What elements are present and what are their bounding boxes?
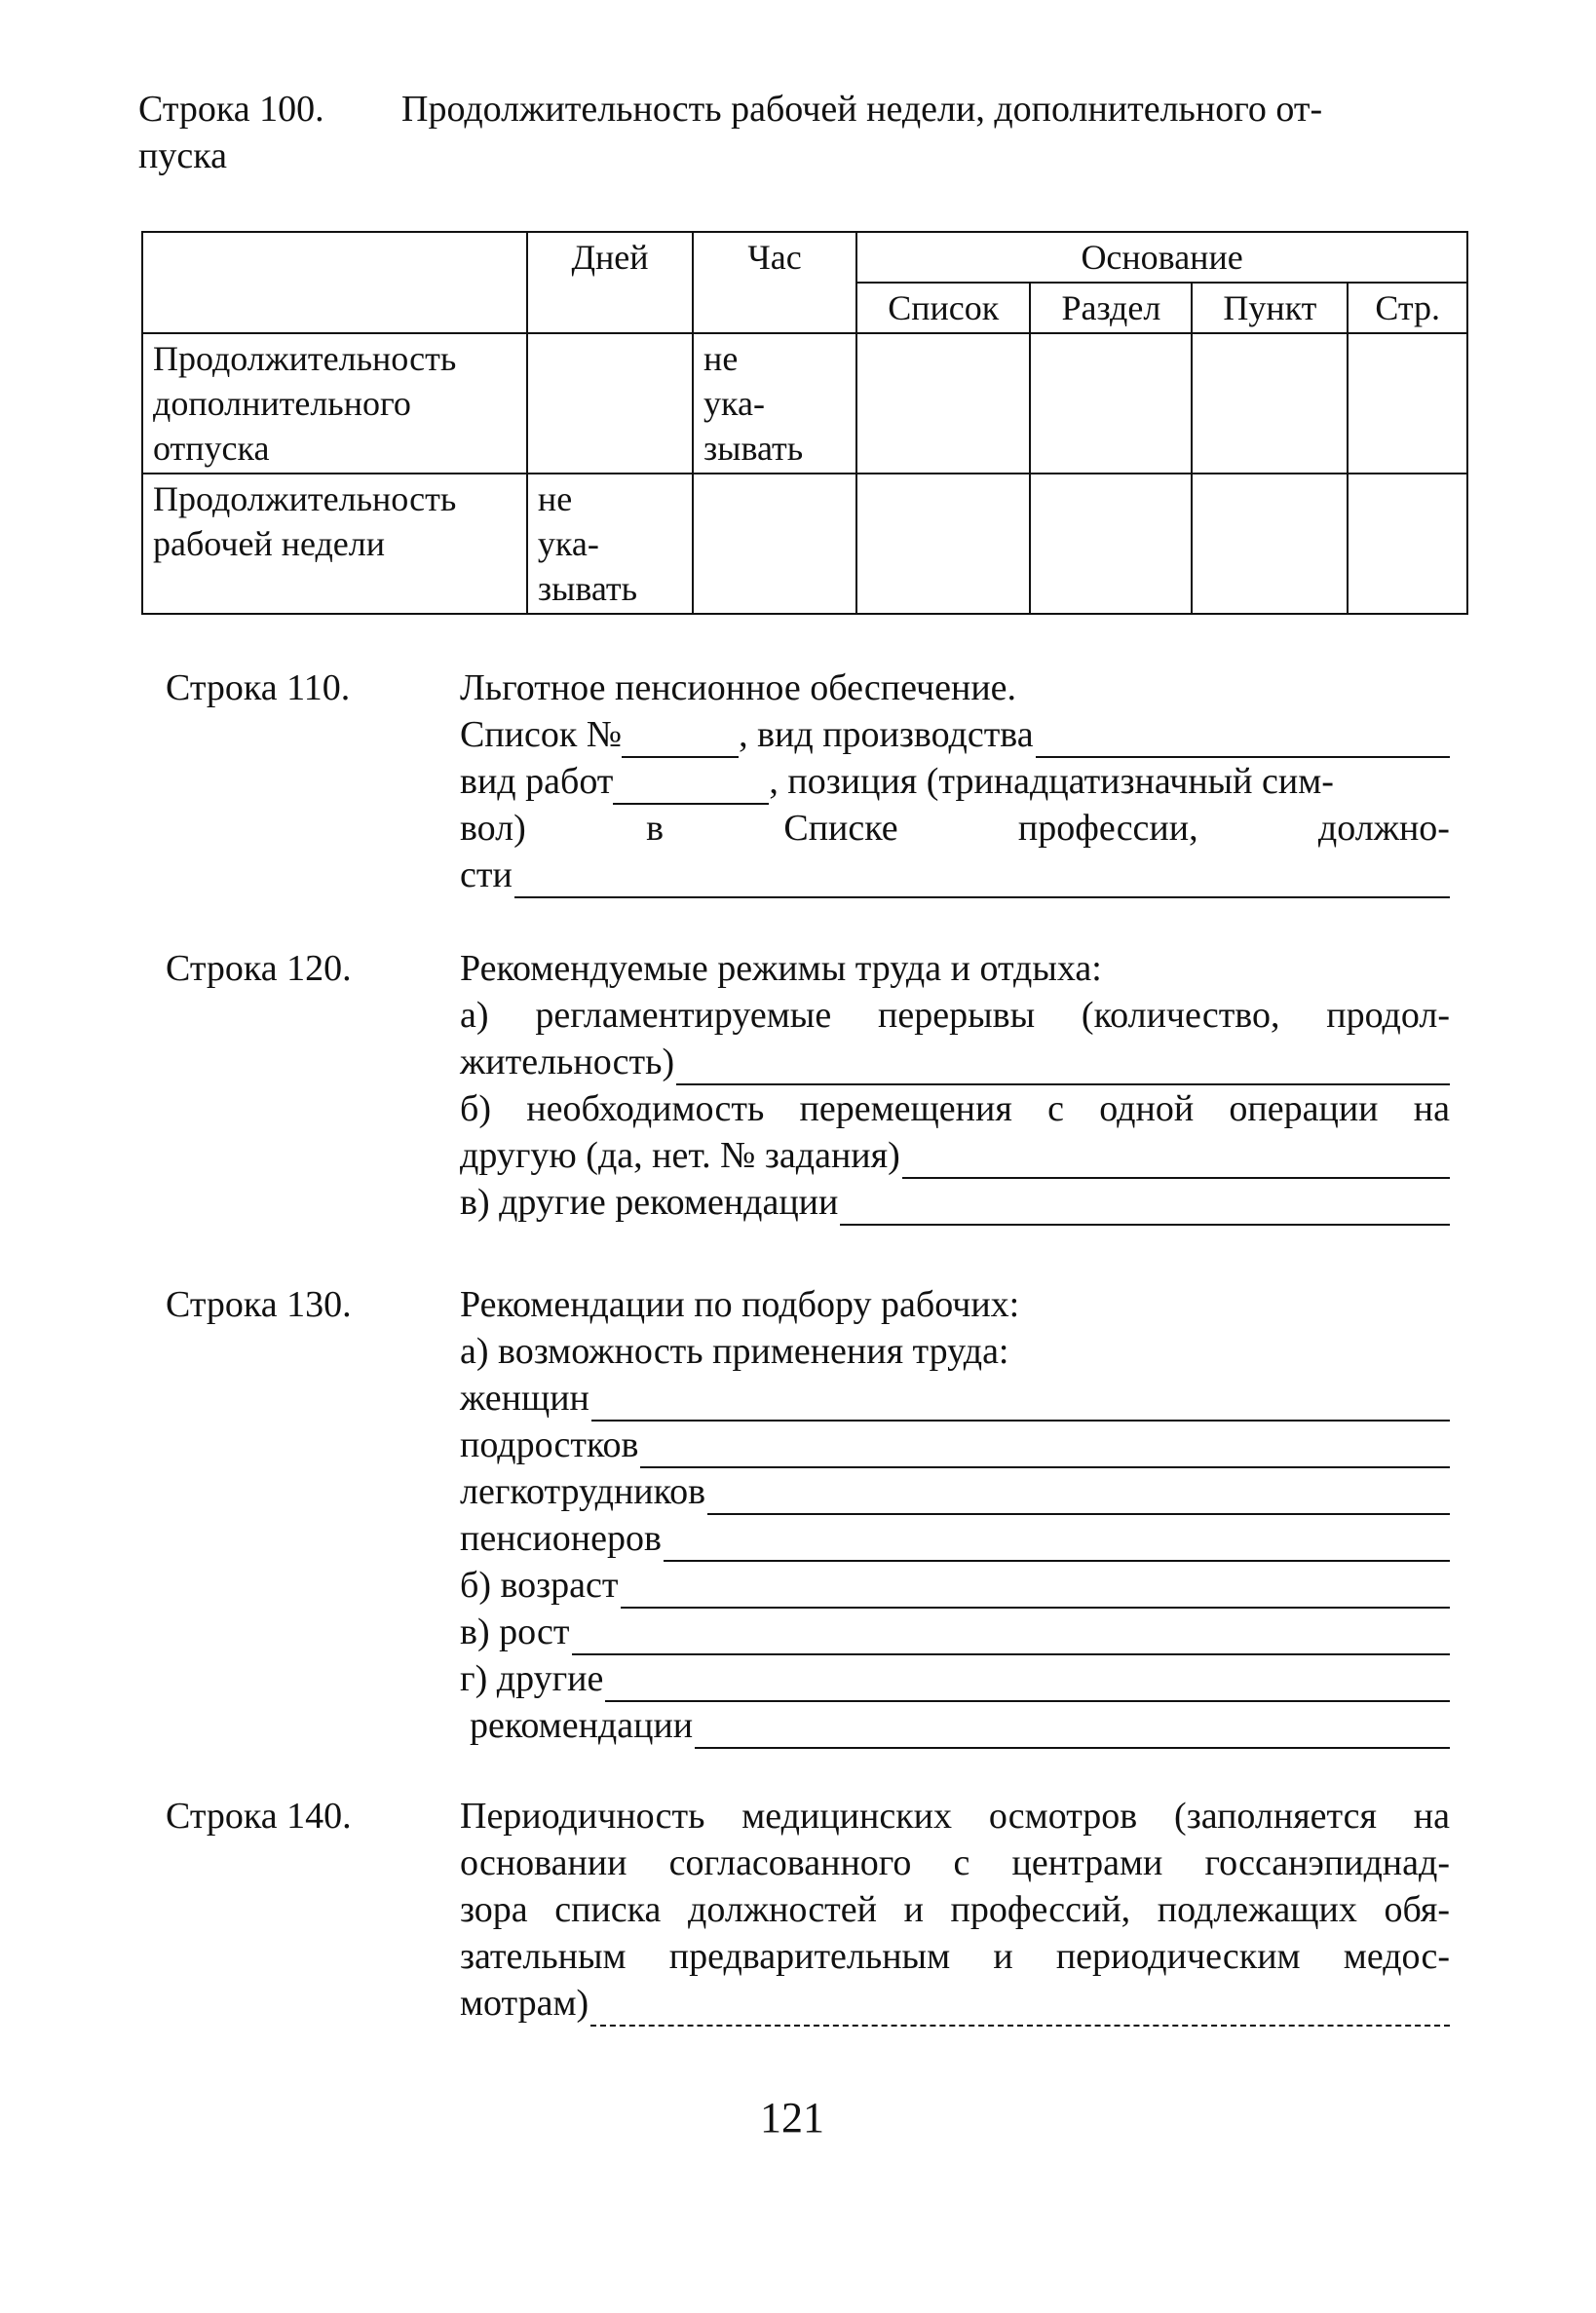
section-110-title: Льготное пенсионное обеспечение. bbox=[460, 667, 1017, 708]
header-section: Раздел bbox=[1030, 283, 1192, 333]
table-row bbox=[142, 333, 1467, 474]
section-120: Строка 120. Рекомендуемые режимы труда и отдыха: а) регламентируемые перерывы (количество, продол- жительность) б) необходимость перемещения с одной операции на другую (да, нет. № задания) в) другие рекомендации bbox=[166, 945, 1450, 1237]
section-110-label: Строка 110. bbox=[166, 667, 351, 708]
row2-list-cell bbox=[856, 474, 1030, 614]
section-120-title: Рекомендуемые режимы труда и отдыха: bbox=[460, 948, 1102, 989]
row2-page-cell bbox=[1348, 474, 1467, 614]
women-field[interactable] bbox=[591, 1390, 1450, 1422]
section-130-label: Строка 130. bbox=[166, 1284, 352, 1325]
light-workers-field[interactable] bbox=[707, 1484, 1450, 1515]
section-140-label: Строка 140. bbox=[166, 1796, 352, 1837]
row2-hour-cell bbox=[693, 474, 856, 614]
section-130-title: Рекомендации по подбору рабочих: bbox=[460, 1284, 1020, 1325]
row1-list-cell bbox=[856, 333, 1030, 474]
section-140: Строка 140. Периодичность медицинских осмотров (заполняется на основании согласованного с центрами госсанэпиднад- зора списка должностей и профессий, подлежащих обя- зательным предварительным и периодическим медос- мотрам) bbox=[166, 1793, 1450, 2036]
header-days: Дней bbox=[527, 232, 693, 333]
row1-name: Продолжительность дополнительного отпуска bbox=[142, 333, 527, 474]
line-100-title-cont: пуска bbox=[138, 135, 227, 176]
recommendations-field[interactable] bbox=[695, 1718, 1450, 1749]
line-100-heading bbox=[138, 86, 1483, 179]
section-120-label: Строка 120. bbox=[166, 948, 352, 989]
breaks-field[interactable] bbox=[676, 1054, 1450, 1085]
age-field[interactable] bbox=[621, 1577, 1450, 1609]
pensioners-field[interactable] bbox=[664, 1531, 1450, 1562]
row1-days-cell bbox=[527, 333, 693, 474]
row1-page-cell bbox=[1348, 333, 1467, 474]
table-header-row bbox=[142, 232, 1467, 283]
position-label: , позиция (тринадцатизначный сим- bbox=[769, 761, 1334, 802]
row1-hour-cell: не ука- зывать bbox=[693, 333, 856, 474]
row1-section-cell bbox=[1030, 333, 1192, 474]
header-list: Список bbox=[856, 283, 1030, 333]
header-basis: Основание bbox=[856, 232, 1467, 283]
production-type-label: , вид производства bbox=[739, 714, 1034, 755]
work-week-table bbox=[141, 231, 1468, 615]
header-hour: Час bbox=[693, 232, 856, 333]
line-100-label: Строка 100. bbox=[138, 89, 324, 130]
section-130: Строка 130. Рекомендации по подбору рабочих: а) возможность применения труда: женщин подростков легкотрудников пенсионеров б) возраст в) рост г) другие рекомендации bbox=[166, 1281, 1450, 1749]
row2-item-cell bbox=[1192, 474, 1348, 614]
page-number: 121 bbox=[760, 2094, 824, 2142]
profession-field[interactable] bbox=[514, 867, 1450, 898]
row2-days-cell: не ука- зывать bbox=[527, 474, 693, 614]
row1-item-cell bbox=[1192, 333, 1348, 474]
teens-field[interactable] bbox=[640, 1437, 1450, 1468]
line-100-title: Продолжительность рабочей недели, дополнительного от- bbox=[401, 89, 1323, 130]
list-number-field[interactable] bbox=[622, 727, 739, 758]
row2-name: Продолжительность рабочей недели bbox=[142, 474, 527, 614]
list-number-label: Список № bbox=[460, 714, 623, 755]
work-type-field[interactable] bbox=[613, 774, 769, 805]
production-type-field[interactable] bbox=[1036, 727, 1450, 758]
work-type-label: вид работ bbox=[460, 761, 614, 802]
height-field[interactable] bbox=[572, 1624, 1450, 1655]
header-empty-cell bbox=[142, 232, 527, 333]
header-page: Стр. bbox=[1348, 283, 1467, 333]
medical-exams-field[interactable] bbox=[590, 1995, 1450, 2027]
other-recommendations-field[interactable] bbox=[840, 1194, 1450, 1226]
other-field[interactable] bbox=[605, 1671, 1450, 1702]
row2-section-cell bbox=[1030, 474, 1192, 614]
section-110: Строка 110. Льготное пенсионное обеспечение. Список № , вид производства вид работ , позиция (тринадцатизначный сим- вол) в Списке профессии, должно- сти bbox=[166, 664, 1450, 908]
relocation-field[interactable] bbox=[902, 1148, 1450, 1179]
table-row bbox=[142, 474, 1467, 614]
header-item: Пункт bbox=[1192, 283, 1348, 333]
